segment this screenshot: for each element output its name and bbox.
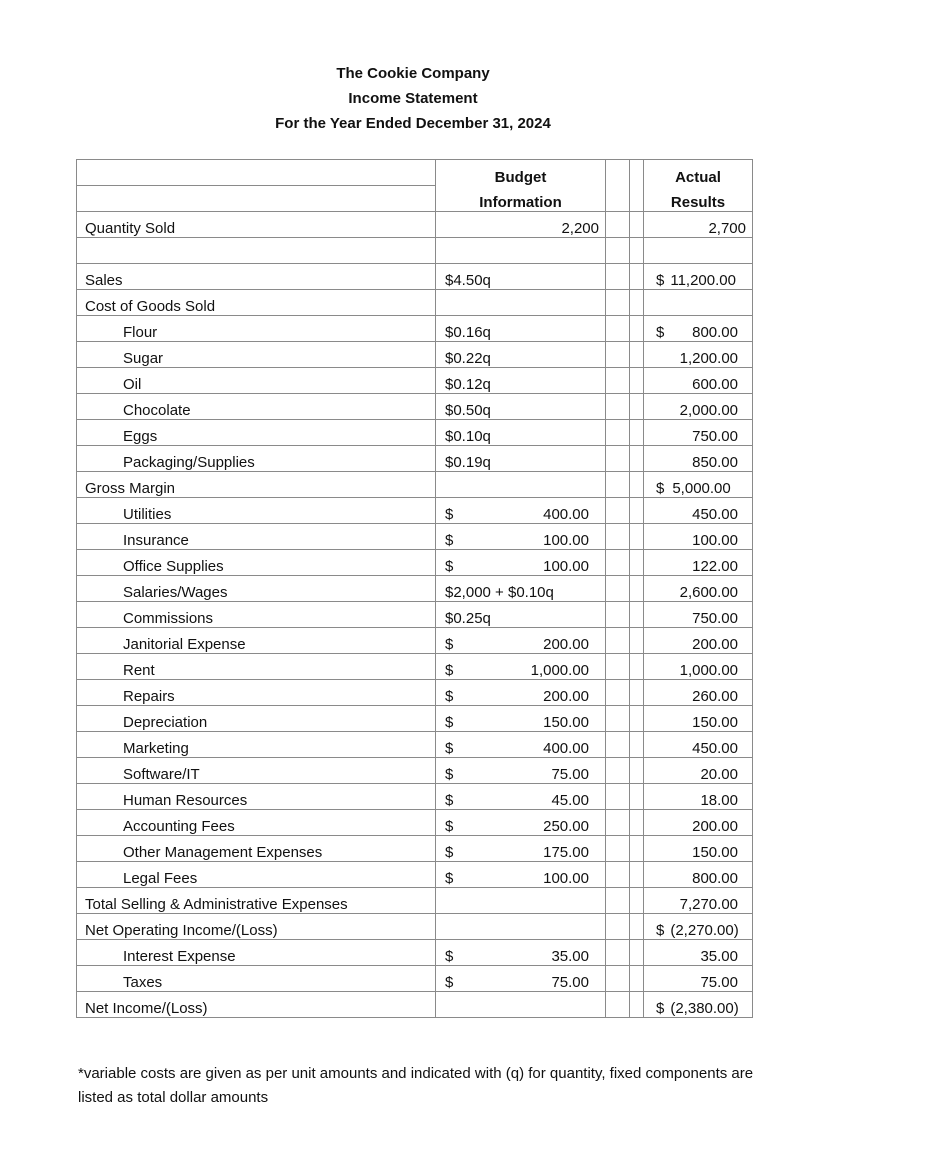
- taxes-row: Taxes $ 75.00 75.00: [77, 966, 753, 992]
- quantity-row: [77, 212, 753, 238]
- income-statement-table: [76, 159, 753, 1018]
- company-name: The Cookie Company: [336, 65, 490, 82]
- human-resources-row: Human Resources $ 45.00 18.00: [77, 784, 753, 810]
- net-income-row: Net Income/(Loss) $ (2,380.00): [77, 992, 753, 1018]
- sales-row: Sales $4.50q $ 11,200.00: [77, 264, 753, 290]
- gross-margin-row: Gross Margin $ 5,000.00: [77, 472, 753, 498]
- flour-row: Flour $0.16q $ 800.00: [77, 316, 753, 342]
- utilities-row: Utilities $ 400.00 450.00: [77, 498, 753, 524]
- footnote-line-2: listed as total dollar amounts: [78, 1089, 269, 1106]
- janitorial-row: Janitorial Expense $ 200.00 200.00: [77, 628, 753, 654]
- eggs-row: Eggs $0.10q 750.00: [77, 420, 753, 446]
- repairs-row: Repairs $ 200.00 260.00: [77, 680, 753, 706]
- other-management-row: Other Management Expenses $ 175.00 150.00: [77, 836, 753, 862]
- header-row-2: [77, 186, 753, 212]
- depreciation-row: Depreciation $ 150.00 150.00: [77, 706, 753, 732]
- statement-header: [0, 61, 826, 136]
- rent-row: Rent $ 1,000.00 1,000.00: [77, 654, 753, 680]
- statement-period: For the Year Ended December 31, 2024: [275, 115, 551, 132]
- statement-title: Income Statement: [348, 90, 478, 107]
- total-sga-row: Total Selling & Administrative Expenses 7,270.00: [77, 888, 753, 914]
- commissions-row: Commissions $0.25q 750.00: [77, 602, 753, 628]
- software-row: Software/IT $ 75.00 20.00: [77, 758, 753, 784]
- cogs-row: Cost of Goods Sold: [77, 290, 753, 316]
- budget-column-header: Budget: [436, 160, 606, 186]
- insurance-row: Insurance $ 100.00 100.00: [77, 524, 753, 550]
- packaging-row: Packaging/Supplies $0.19q 850.00: [77, 446, 753, 472]
- blank-row: [77, 238, 753, 264]
- actual-column-subheader: Results: [644, 186, 753, 212]
- header-row-1: [77, 160, 753, 186]
- salaries-row: Salaries/Wages $2,000 + $0.10q 2,600.00: [77, 576, 753, 602]
- footnote-line-1: *variable costs are given as per unit amounts and indicated with (q) for quantity, fixed components are: [78, 1065, 754, 1082]
- actual-column-header: Actual: [644, 160, 753, 186]
- chocolate-row: Chocolate $0.50q 2,000.00: [77, 394, 753, 420]
- oil-row: Oil $0.12q 600.00: [77, 368, 753, 394]
- interest-row: Interest Expense $ 35.00 35.00: [77, 940, 753, 966]
- footnote: [78, 1062, 878, 1110]
- net-operating-row: Net Operating Income/(Loss) $ (2,270.00): [77, 914, 753, 940]
- office-supplies-row: Office Supplies $ 100.00 122.00: [77, 550, 753, 576]
- marketing-row: Marketing $ 400.00 450.00: [77, 732, 753, 758]
- actual-quantity: 2,700: [644, 212, 753, 238]
- legal-row: Legal Fees $ 100.00 800.00: [77, 862, 753, 888]
- sugar-row: Sugar $0.22q 1,200.00: [77, 342, 753, 368]
- row-label: Quantity Sold: [77, 212, 436, 238]
- budget-column-subheader: Information: [436, 186, 606, 212]
- budget-quantity: 2,200: [436, 212, 606, 238]
- accounting-row: Accounting Fees $ 250.00 200.00: [77, 810, 753, 836]
